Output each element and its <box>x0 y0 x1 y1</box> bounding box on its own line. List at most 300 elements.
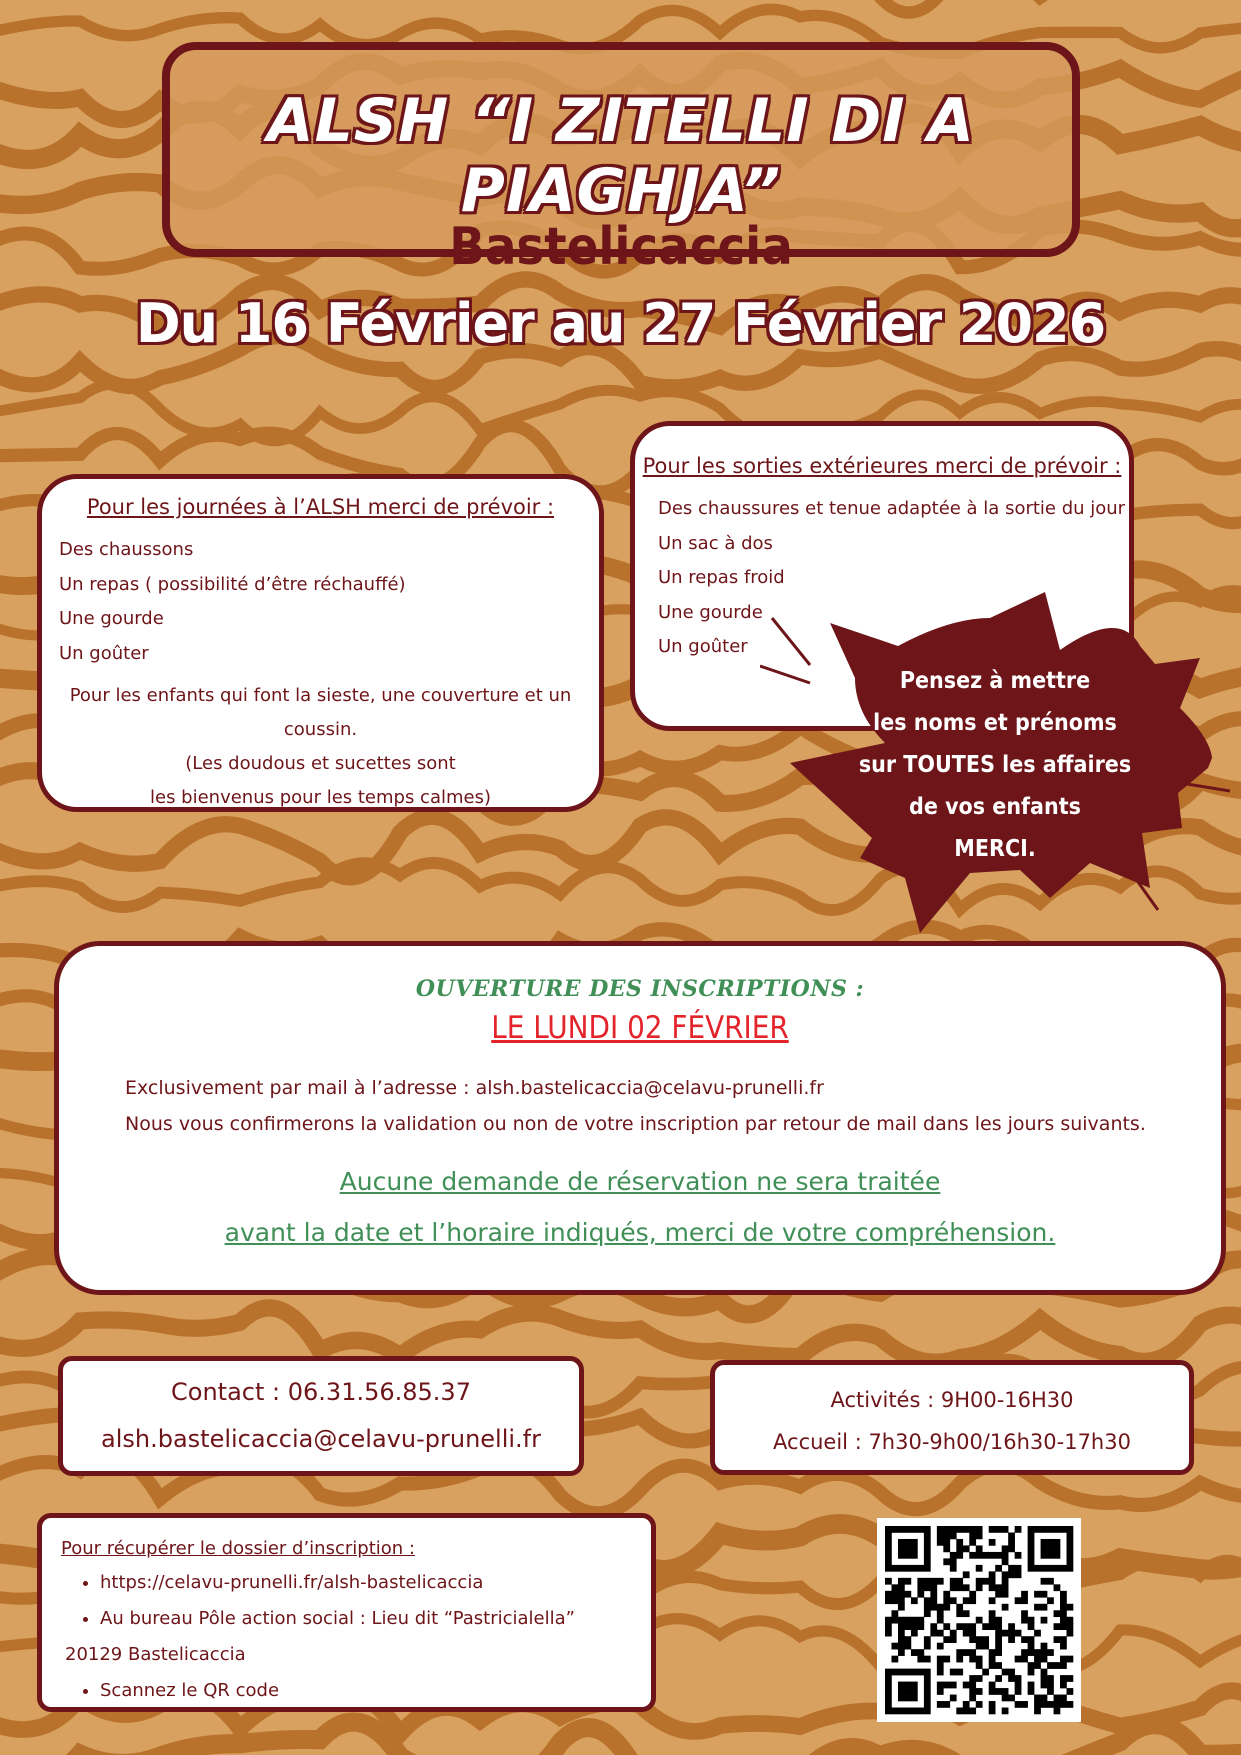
qr-module <box>1047 1565 1054 1572</box>
qr-module <box>1002 1578 1009 1585</box>
qr-module <box>982 1578 989 1585</box>
qr-module <box>1060 1526 1067 1533</box>
qr-module <box>924 1565 931 1572</box>
qr-module <box>904 1695 911 1702</box>
qr-module <box>1047 1688 1054 1695</box>
qr-module <box>904 1623 911 1630</box>
qr-module <box>982 1623 989 1630</box>
qr-module <box>898 1682 905 1689</box>
qr-module <box>969 1682 976 1689</box>
qr-module <box>950 1630 957 1637</box>
reminder-line: sur TOUTES les affaires <box>858 752 1132 778</box>
qr-module <box>1021 1610 1028 1617</box>
qr-module <box>976 1643 983 1650</box>
qr-module <box>1028 1643 1035 1650</box>
qr-module <box>1047 1578 1054 1585</box>
qr-module <box>976 1688 983 1695</box>
comforter-note: (Les doudous et sucettes sont <box>185 753 456 774</box>
burst-dash <box>772 618 810 665</box>
qr-module <box>1028 1669 1035 1676</box>
qr-module <box>1060 1682 1067 1689</box>
qr-module <box>924 1669 931 1676</box>
qr-module <box>969 1623 976 1630</box>
qr-module <box>1047 1597 1054 1604</box>
qr-module <box>963 1630 970 1637</box>
qr-module <box>1067 1701 1074 1708</box>
qr-module <box>950 1597 957 1604</box>
qr-module <box>1041 1545 1048 1552</box>
qr-module <box>989 1526 996 1533</box>
qr-module <box>1067 1532 1074 1539</box>
qr-module <box>904 1688 911 1695</box>
qr-module <box>1047 1552 1054 1559</box>
qr-module <box>1015 1656 1022 1663</box>
qr-module <box>924 1610 931 1617</box>
qr-module <box>917 1649 924 1656</box>
qr-module <box>1041 1617 1048 1624</box>
qr-module <box>995 1591 1002 1598</box>
qr-module <box>1060 1695 1067 1702</box>
dossier-address: 20129 Bastelicaccia <box>65 1644 246 1665</box>
qr-module <box>989 1623 996 1630</box>
qr-module <box>976 1565 983 1572</box>
qr-module <box>956 1539 963 1546</box>
qr-module <box>995 1675 1002 1682</box>
qr-module <box>950 1532 957 1539</box>
qr-module <box>924 1708 931 1715</box>
qr-module <box>930 1584 937 1591</box>
qr-module <box>989 1539 996 1546</box>
qr-module <box>943 1656 950 1663</box>
contact-email: alsh.bastelicaccia@celavu-prunelli.fr <box>101 1425 541 1453</box>
qr-module <box>1041 1669 1048 1676</box>
qr-module <box>950 1558 957 1565</box>
qr-module <box>1060 1610 1067 1617</box>
qr-module <box>989 1617 996 1624</box>
qr-module <box>1028 1545 1035 1552</box>
qr-module <box>1028 1558 1035 1565</box>
qr-module <box>1054 1623 1061 1630</box>
qr-module <box>1041 1656 1048 1663</box>
qr-module <box>976 1662 983 1669</box>
qr-module <box>898 1669 905 1676</box>
qr-module <box>1028 1623 1035 1630</box>
qr-module <box>976 1578 983 1585</box>
qr-module <box>924 1701 931 1708</box>
qr-module <box>963 1610 970 1617</box>
qr-module <box>1047 1539 1054 1546</box>
qr-module <box>917 1669 924 1676</box>
qr-module <box>1015 1565 1022 1572</box>
dossier-qr-item: • Scannez le QR code <box>100 1673 651 1709</box>
qr-module <box>924 1558 931 1565</box>
dossier-list <box>42 1673 651 1709</box>
qr-module <box>1041 1552 1048 1559</box>
qr-module <box>956 1649 963 1656</box>
qr-module <box>924 1552 931 1559</box>
qr-module <box>976 1545 983 1552</box>
qr-module <box>1047 1545 1054 1552</box>
wood-stripe <box>0 1308 1241 1362</box>
qr-module <box>989 1552 996 1559</box>
qr-module <box>885 1701 892 1708</box>
outings-heading: Pour les sorties extérieures merci de prévoir : <box>642 454 1122 478</box>
qr-module <box>911 1669 918 1676</box>
qr-module <box>1067 1558 1074 1565</box>
qr-module <box>1008 1636 1015 1643</box>
list-item: Un goûter <box>59 642 149 664</box>
qr-module <box>1028 1636 1035 1643</box>
qr-module <box>963 1571 970 1578</box>
hours-box <box>710 1360 1194 1475</box>
qr-module <box>937 1643 944 1650</box>
qr-module <box>917 1623 924 1630</box>
qr-module <box>995 1636 1002 1643</box>
dossier-link[interactable]: • https://celavu-prunelli.fr/alsh-bastelicaccia <box>100 1565 651 1601</box>
qr-module <box>1054 1565 1061 1572</box>
qr-module <box>1060 1643 1067 1650</box>
qr-module <box>937 1532 944 1539</box>
qr-module <box>891 1669 898 1676</box>
qr-module <box>1067 1688 1074 1695</box>
qr-module <box>891 1584 898 1591</box>
qr-module <box>950 1682 957 1689</box>
warning-line: Aucune demande de réservation ne sera traitée <box>339 1167 941 1196</box>
qr-module <box>885 1695 892 1702</box>
qr-module <box>969 1526 976 1533</box>
qr-module <box>995 1623 1002 1630</box>
qr-module <box>1002 1584 1009 1591</box>
qr-module <box>969 1636 976 1643</box>
quiet-time-note: les bienvenus pour les temps calmes) <box>150 787 491 808</box>
qr-module <box>1060 1662 1067 1669</box>
qr-module <box>943 1545 950 1552</box>
qr-module <box>969 1552 976 1559</box>
qr-module <box>1008 1532 1015 1539</box>
qr-module <box>911 1630 918 1637</box>
qr-module <box>1054 1552 1061 1559</box>
qr-module <box>943 1526 950 1533</box>
qr-module <box>917 1656 924 1663</box>
qr-module <box>1021 1591 1028 1598</box>
qr-module <box>1008 1675 1015 1682</box>
page-title: ALSH “I ZITELLI DI A PIAGHJA” <box>267 86 975 226</box>
qr-module <box>1002 1558 1009 1565</box>
qr-module <box>885 1675 892 1682</box>
qr-module <box>930 1604 937 1611</box>
qr-module <box>891 1526 898 1533</box>
qr-module <box>989 1688 996 1695</box>
qr-module <box>989 1708 996 1715</box>
qr-module <box>995 1565 1002 1572</box>
qr-module <box>976 1526 983 1533</box>
qr-module <box>1060 1675 1067 1682</box>
qr-module <box>956 1526 963 1533</box>
qr-module <box>891 1591 898 1598</box>
list-item: Une gourde <box>658 601 763 623</box>
qr-module <box>937 1701 944 1708</box>
qr-module <box>1002 1552 1009 1559</box>
qr-module <box>950 1695 957 1702</box>
qr-module <box>904 1591 911 1598</box>
qr-module <box>904 1643 911 1650</box>
qr-module <box>1067 1526 1074 1533</box>
qr-module <box>1047 1682 1054 1689</box>
qr-module <box>1060 1597 1067 1604</box>
qr-module <box>911 1539 918 1546</box>
town-subtitle: Bastelicaccia <box>449 217 793 277</box>
qr-module <box>1034 1656 1041 1663</box>
qr-module <box>924 1526 931 1533</box>
qr-module <box>1028 1649 1035 1656</box>
qr-module <box>989 1584 996 1591</box>
qr-module <box>924 1688 931 1695</box>
qr-module <box>989 1610 996 1617</box>
qr-module <box>995 1552 1002 1559</box>
qr-module <box>885 1597 892 1604</box>
qr-module <box>1041 1643 1048 1650</box>
qr-module <box>898 1708 905 1715</box>
qr-module <box>989 1649 996 1656</box>
list-item: Des chaussures et tenue adaptée à la sortie du jour <box>658 498 1126 519</box>
qr-module <box>904 1526 911 1533</box>
qr-module <box>1047 1649 1054 1656</box>
qr-module <box>950 1552 957 1559</box>
qr-module <box>898 1565 905 1572</box>
qr-module <box>885 1708 892 1715</box>
qr-module <box>950 1669 957 1676</box>
qr-module <box>911 1617 918 1624</box>
qr-module <box>924 1597 931 1604</box>
qr-module <box>976 1584 983 1591</box>
qr-module <box>911 1688 918 1695</box>
qr-module <box>969 1649 976 1656</box>
qr-module <box>885 1630 892 1637</box>
alsh-days-list <box>59 533 599 671</box>
qr-module <box>1034 1701 1041 1708</box>
qr-module <box>1067 1565 1074 1572</box>
reminder-line: de vos enfants <box>909 794 1081 820</box>
nap-note: Pour les enfants qui font la sieste, une couverture et un coussin. <box>69 685 572 740</box>
qr-module <box>1015 1701 1022 1708</box>
qr-module <box>1060 1591 1067 1598</box>
qr-module <box>898 1526 905 1533</box>
qr-module <box>937 1662 944 1669</box>
qr-module <box>930 1578 937 1585</box>
qr-module <box>995 1584 1002 1591</box>
qr-module <box>911 1545 918 1552</box>
qr-module <box>956 1656 963 1663</box>
qr-module <box>995 1649 1002 1656</box>
qr-module <box>1015 1682 1022 1689</box>
qr-module <box>1060 1623 1067 1630</box>
qr-module <box>1067 1545 1074 1552</box>
qr-module <box>917 1584 924 1591</box>
qr-module <box>1002 1604 1009 1611</box>
qr-module <box>891 1617 898 1624</box>
qr-module <box>1002 1591 1009 1598</box>
qr-module <box>1054 1708 1061 1715</box>
qr-module <box>898 1636 905 1643</box>
qr-module <box>930 1630 937 1637</box>
qr-module <box>950 1578 957 1585</box>
qr-module <box>982 1552 989 1559</box>
qr-module <box>1015 1597 1022 1604</box>
qr-module <box>885 1565 892 1572</box>
reception-hours: Accueil : 7h30-9h00/16h30-17h30 <box>773 1430 1131 1454</box>
qr-module <box>995 1688 1002 1695</box>
qr-module <box>898 1545 905 1552</box>
registration-title: OUVERTURE DES INSCRIPTIONS : <box>415 976 865 1002</box>
qr-module <box>904 1682 911 1689</box>
qr-module <box>982 1636 989 1643</box>
qr-module <box>963 1597 970 1604</box>
qr-module <box>898 1604 905 1611</box>
qr-module <box>1034 1695 1041 1702</box>
qr-module <box>885 1682 892 1689</box>
qr-module <box>1041 1682 1048 1689</box>
qr-module <box>1028 1565 1035 1572</box>
qr-module <box>943 1558 950 1565</box>
qr-module <box>976 1701 983 1708</box>
qr-module <box>1021 1701 1028 1708</box>
qr-module <box>924 1584 931 1591</box>
qr-code-icon[interactable] <box>877 1518 1081 1722</box>
qr-module <box>904 1636 911 1643</box>
wood-stripe <box>0 0 1241 13</box>
qr-module <box>1028 1688 1035 1695</box>
qr-module <box>898 1597 905 1604</box>
reminder-line: les noms et prénoms <box>873 710 1117 736</box>
qr-module <box>911 1695 918 1702</box>
qr-module <box>917 1565 924 1572</box>
contact-phone: Contact : 06.31.56.85.37 <box>171 1378 471 1406</box>
qr-module <box>1034 1591 1041 1598</box>
qr-module <box>1041 1604 1048 1611</box>
qr-module <box>937 1688 944 1695</box>
alsh-days-heading: Pour les journées à l’ALSH merci de prévoir : <box>86 495 555 519</box>
qr-module <box>1008 1539 1015 1546</box>
qr-module <box>963 1701 970 1708</box>
qr-module <box>1015 1688 1022 1695</box>
qr-module <box>1041 1701 1048 1708</box>
qr-module <box>989 1656 996 1663</box>
qr-module <box>898 1552 905 1559</box>
qr-module <box>904 1617 911 1624</box>
qr-module <box>891 1610 898 1617</box>
qr-module <box>969 1532 976 1539</box>
qr-module <box>937 1539 944 1546</box>
dossier-office: • Au bureau Pôle action social : Lieu dit “Pastricialella” <box>100 1601 651 1637</box>
qr-module <box>1028 1682 1035 1689</box>
qr-module <box>911 1708 918 1715</box>
qr-module <box>1047 1701 1054 1708</box>
registration-confirm-line: Nous vous confirmerons la validation ou non de votre inscription par retour de mail dans les jours suivants. <box>125 1113 1146 1135</box>
qr-module <box>891 1597 898 1604</box>
alsh-days-box <box>37 474 604 812</box>
qr-module <box>1060 1565 1067 1572</box>
qr-module <box>943 1682 950 1689</box>
qr-module <box>1008 1630 1015 1637</box>
qr-module <box>904 1545 911 1552</box>
qr-module <box>1008 1623 1015 1630</box>
qr-module <box>1041 1565 1048 1572</box>
qr-module <box>898 1539 905 1546</box>
qr-module <box>956 1578 963 1585</box>
qr-module <box>1002 1526 1009 1533</box>
qr-module <box>924 1532 931 1539</box>
qr-module <box>1034 1662 1041 1669</box>
qr-module <box>924 1643 931 1650</box>
qr-module <box>1060 1701 1067 1708</box>
qr-module <box>995 1643 1002 1650</box>
qr-module <box>1034 1526 1041 1533</box>
activities-hours: Activités : 9H00-16H30 <box>830 1388 1074 1412</box>
qr-module <box>989 1662 996 1669</box>
qr-module <box>1034 1565 1041 1572</box>
qr-module <box>1067 1604 1074 1611</box>
qr-module <box>1054 1701 1061 1708</box>
qr-module <box>898 1630 905 1637</box>
qr-module <box>924 1636 931 1643</box>
qr-module <box>1041 1649 1048 1656</box>
qr-module <box>969 1708 976 1715</box>
registration-info <box>125 1070 1221 1142</box>
qr-module <box>1028 1552 1035 1559</box>
qr-module <box>969 1539 976 1546</box>
qr-module <box>885 1578 892 1585</box>
qr-module <box>950 1584 957 1591</box>
qr-module <box>1067 1630 1074 1637</box>
qr-module <box>1021 1617 1028 1624</box>
qr-module <box>969 1656 976 1663</box>
qr-module <box>924 1682 931 1689</box>
qr-module <box>911 1526 918 1533</box>
qr-module <box>1054 1636 1061 1643</box>
qr-module <box>1028 1532 1035 1539</box>
qr-module <box>917 1578 924 1585</box>
reminder-line: Pensez à mettre <box>899 668 1091 694</box>
qr-module <box>956 1623 963 1630</box>
qr-module <box>956 1604 963 1611</box>
wood-stripe <box>0 1722 1241 1755</box>
qr-module <box>937 1604 944 1611</box>
qr-module <box>995 1630 1002 1637</box>
qr-module <box>1067 1539 1074 1546</box>
reminder-text <box>855 660 1135 870</box>
qr-module <box>1002 1545 1009 1552</box>
qr-module <box>885 1532 892 1539</box>
qr-module <box>1067 1623 1074 1630</box>
qr-module <box>885 1552 892 1559</box>
qr-module <box>1021 1636 1028 1643</box>
qr-module <box>924 1675 931 1682</box>
registration-box <box>54 941 1226 1295</box>
qr-module <box>885 1617 892 1624</box>
qr-module <box>917 1591 924 1598</box>
qr-module <box>1002 1708 1009 1715</box>
qr-module <box>885 1623 892 1630</box>
qr-module <box>885 1545 892 1552</box>
qr-module <box>924 1656 931 1663</box>
list-item: Un sac à dos <box>658 532 773 554</box>
qr-module <box>1041 1578 1048 1585</box>
contact-box <box>58 1356 584 1476</box>
qr-module <box>924 1604 931 1611</box>
qr-module <box>956 1584 963 1591</box>
qr-module <box>885 1539 892 1546</box>
qr-module <box>963 1682 970 1689</box>
